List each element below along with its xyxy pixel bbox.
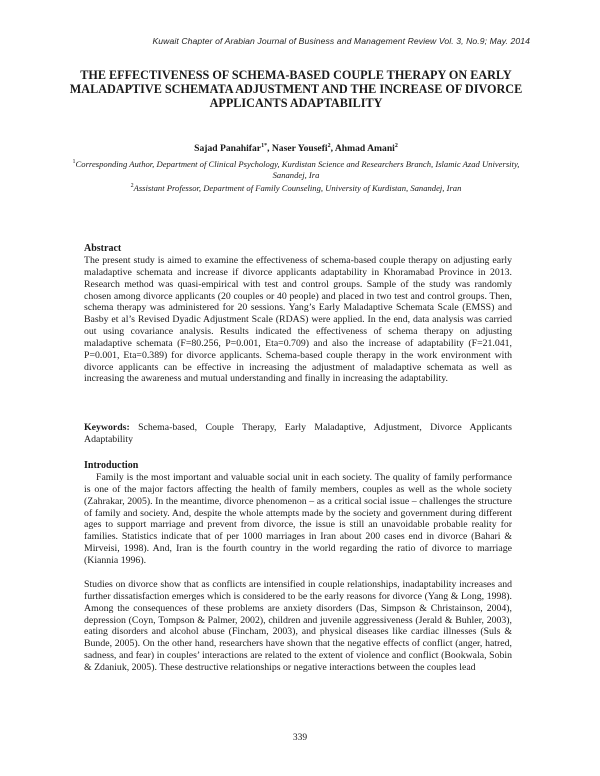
- running-head: Kuwait Chapter of Arabian Journal of Business and Management Review Vol. 3, No.9; May. 2014: [152, 36, 530, 46]
- keywords: [84, 422, 512, 446]
- author-name: Sajad Panahifar: [194, 143, 262, 155]
- introduction-paragraph: Studies on divorce show that as conflicts are intensified in couple relationships, inadaptability increases and further dissatisfaction emerges which is considered to be the early reasons for divorce (Yang & Long, 1998). Among the consequences of these problems are anxiety disorders (Das, Simpson & Christainson, 2004), depression (Coyn, Tompson & Palmer, 2002), children and juvenile aggressiveness (Jerald & Buhler, 2003), eating disorders and alcohol abuse (Fincham, 2003), and physical diseases like cardiac illnesses (Suls & Bunde, 2005). On the other hand, researchers have shown that the negative effects of conflict (anger, hatred, sadness, and fear) in couples’ interactions are related to the extent of violence and conflict (Bookwala, Sobin & Zdaniuk, 2005). These destructive relationships or negative interactions between the couples lead: [84, 579, 512, 673]
- author-separator: ,: [330, 143, 335, 155]
- keywords-label: Keywords:: [84, 422, 130, 433]
- abstract-text: The present study is aimed to examine the effectiveness of schema-based couple therapy on adjusting early maladaptive schemata and increase if divorce applicants adaptability in Khoramabad Province in 2013. Research method was quasi-empirical with test and control groups. Sample of the study was randomly chosen among divorce applicants (20 couples or 40 people) and placed in two test and control groups. Then, schema therapy was administered for 20 sessions. Yang’s Early Maladaptive Schemata Scale (EMSS) and Basby et al’s Revised Dyadic Adjustment Scale (RDAS) were applied. In the end, data analysis was carried out using covariance analysis. Results indicated the effectiveness of schema therapy on adjusting maladaptive schemata (F=80.256, P=0.001, Eta=0.709) and also the increase of adaptability (F=21.041, P=0.001, Eta=0.389) for divorce applicants. Schema-based couple therapy in the work environment with divorce applicants can be effective in increasing the adjustment of maladaptive schemata as well as increasing the awareness and mutual understanding and finally in increasing the adaptability.: [84, 255, 512, 385]
- author-superscript: 1*: [261, 143, 268, 149]
- author-list: [60, 143, 532, 154]
- affiliation: [60, 181, 532, 194]
- author-superscript: 2: [394, 143, 398, 149]
- author-superscript: 2: [327, 143, 331, 149]
- author-name: Ahmad Amani: [334, 143, 395, 155]
- page-number: 339: [292, 733, 308, 743]
- paper-title: THE EFFECTIVENESS OF SCHEMA-BASED COUPLE THERAPY ON EARLY MALADAPTIVE SCHEMATA ADJUSTMENT AND THE INCREASE OF DIVORCE APPLICANTS ADAPTABILITY: [69, 68, 523, 110]
- affiliation-text: Assistant Professor, Department of Family Counseling, University of Kurdistan, Sanandej, Iran: [133, 182, 462, 193]
- author-name: Naser Yousefi: [271, 143, 328, 155]
- author-separator: ,: [267, 143, 272, 155]
- affiliation-superscript: 1: [72, 159, 76, 165]
- keywords-text: Schema-based, Couple Therapy, Early Maladaptive, Adjustment, Divorce Applicants Adaptability: [84, 422, 512, 445]
- affiliation-superscript: 2: [130, 183, 134, 189]
- introduction-heading: Introduction: [84, 460, 139, 471]
- introduction-paragraph: Family is the most important and valuable social unit in each society. The quality of family performance is one of the major factors affecting the health of family members, couples as well as the whole society (Zahrakar, 2005). In the meantime, divorce phenomenon – as a critical social issue – challenges the structure of family and society. And, despite the whole attempts made by the society and government during different ages to support marriage and prevent from divorce, the issue is still an unavoidable probable reality for families. Statistics indicate that of per 1000 marriages in Iran about 200 cases end in divorce (Bahari & Mirveisi, 1998). And, Iran is the fourth country in the world regarding the ratio of divorce to marriage (Kiannia 1996).: [84, 472, 512, 566]
- abstract-heading: Abstract: [84, 243, 122, 254]
- affiliation-text: Corresponding Author, Department of Clinical Psychology, Kurdistan Science and Researchers Branch, Islamic Azad University, Sanandej, Ira: [75, 158, 520, 180]
- affiliation: [60, 157, 532, 181]
